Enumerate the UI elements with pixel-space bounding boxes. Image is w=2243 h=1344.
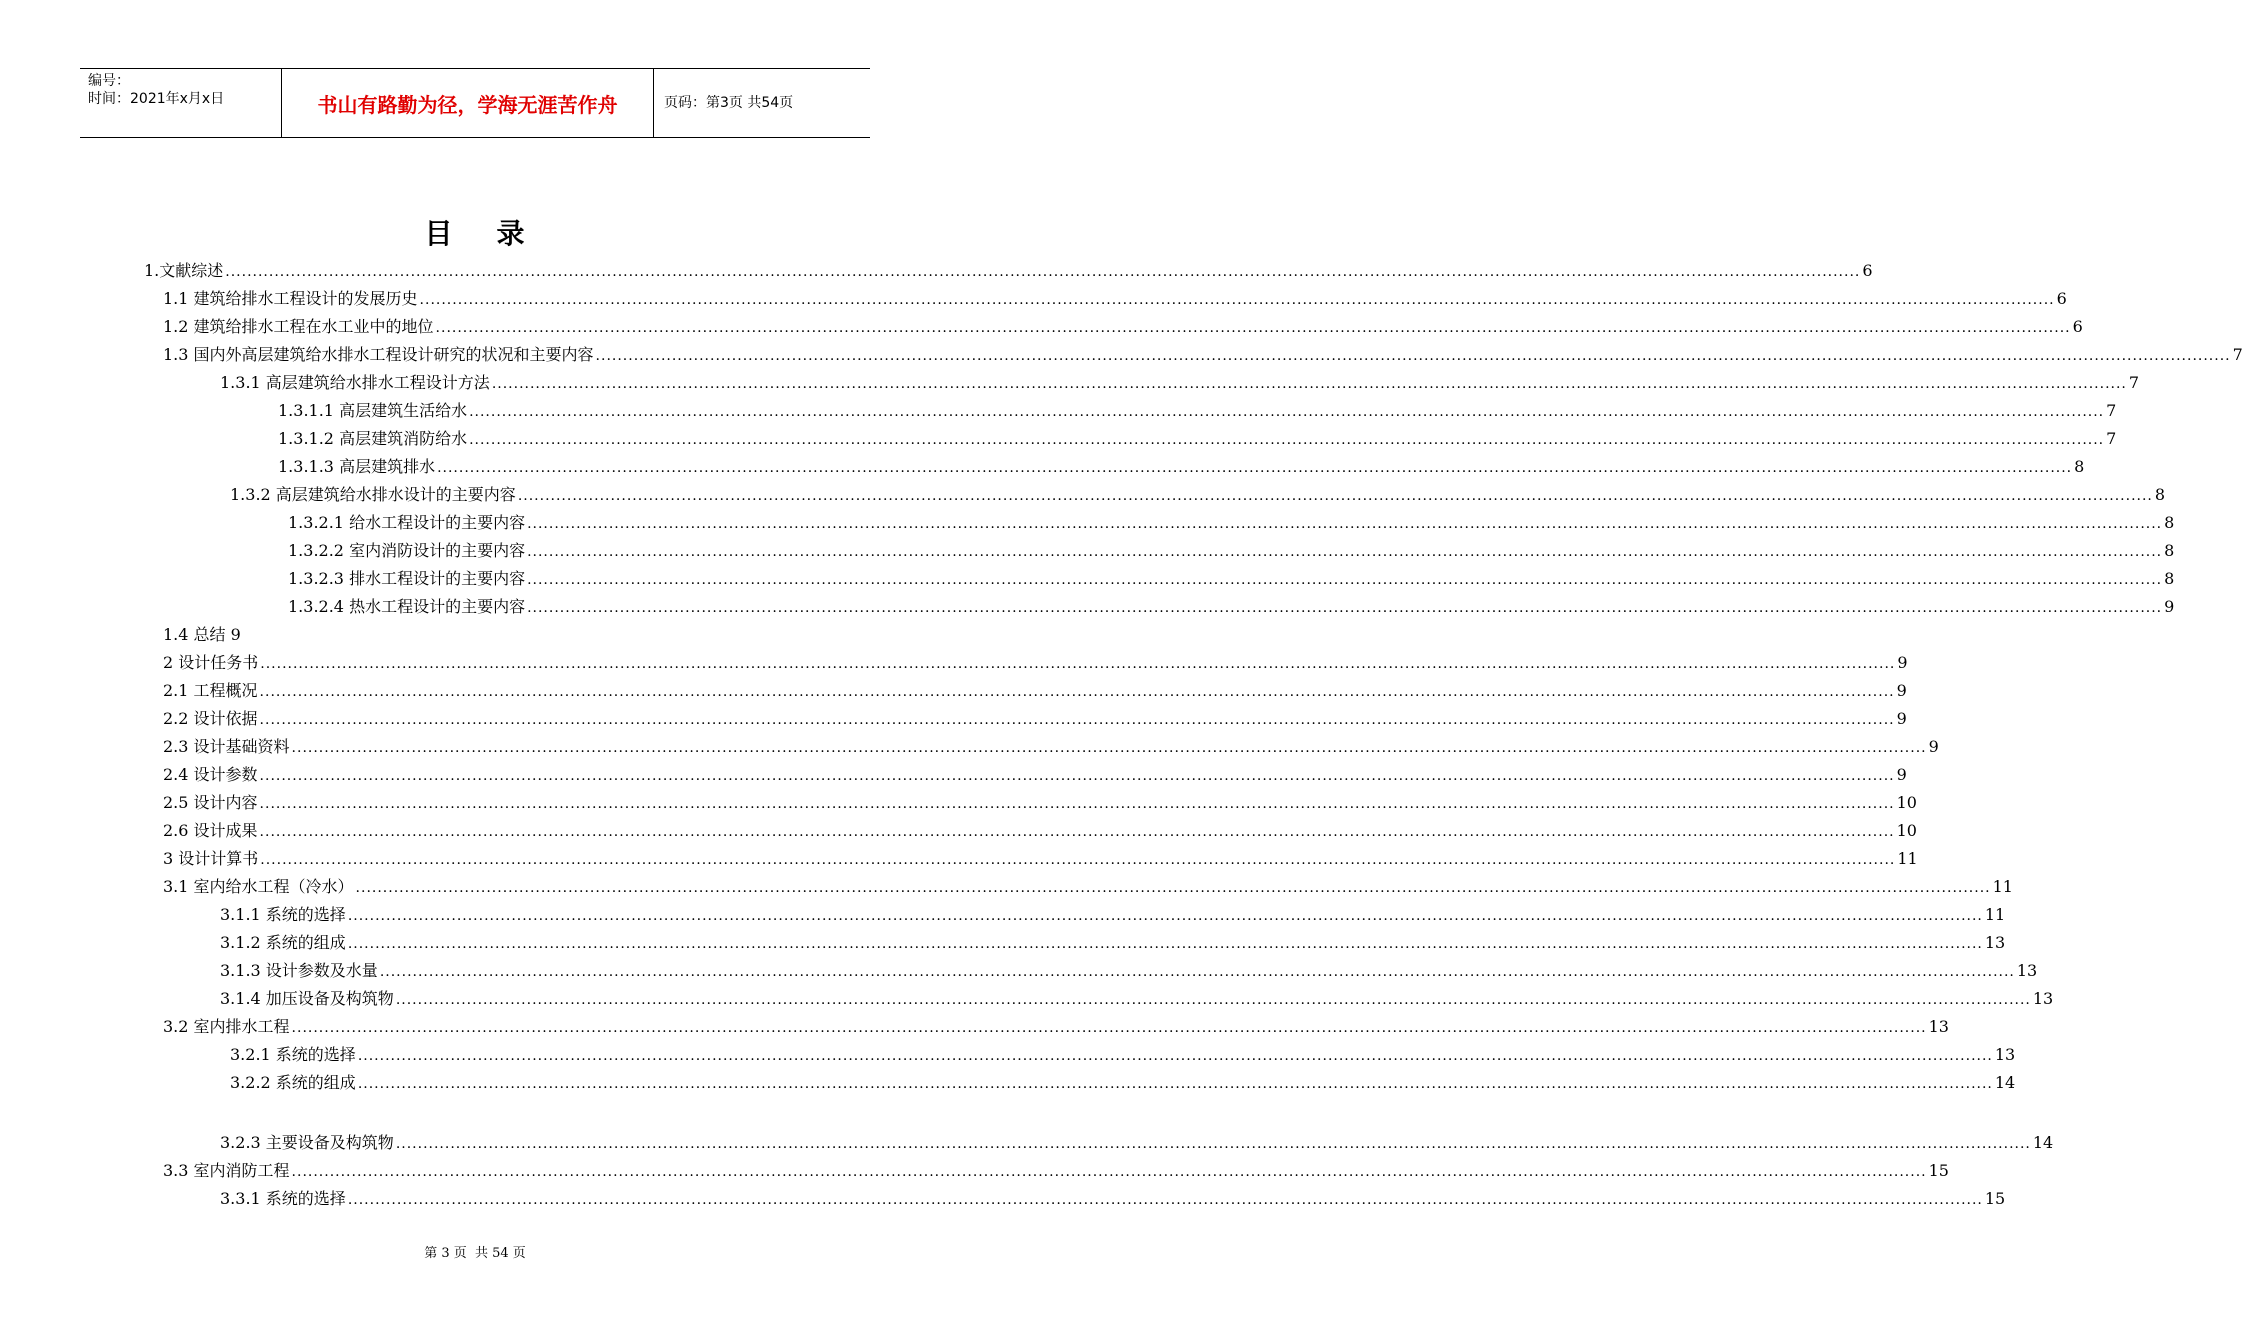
toc-entry-page: 8 [2074,457,2085,476]
toc-entry-text: 1.2 建筑给排水工程在水工业中的地位 [163,317,434,336]
toc-entry-text: 1.3.2.1 给水工程设计的主要内容 [288,513,526,532]
toc-entry-text: 1.1 建筑给排水工程设计的发展历史 [163,289,418,308]
toc-entry-text: 1.3.2 高层建筑给水排水设计的主要内容 [230,485,516,504]
toc-leader: ............................................................................................................................................................................................................................................................................................................ [291,1164,1927,1180]
toc-entry-text: 3.1.2 系统的组成 [220,933,346,952]
toc-leader: ............................................................................................................................................................................................................................................................................................................ [595,348,2231,364]
toc-entry[interactable] [220,957,2038,985]
code-label: 编号： [88,73,130,89]
toc-entry[interactable] [220,901,2006,929]
toc-entry[interactable] [163,285,2067,313]
toc-leader: ............................................................................................................................................................................................................................................................................................................ [395,1136,2031,1152]
toc-entry-text: 3.2.2 系统的组成 [230,1073,356,1092]
toc-leader: ............................................................................................................................................................................................................................................................................................................ [225,264,1861,280]
toc-entry-text: 1.3.1 高层建筑给水排水工程设计方法 [220,373,490,392]
toc-entry-text: 2.3 设计基础资料 [163,737,290,756]
toc-entry-page: 13 [2032,989,2054,1008]
toc-leader: ............................................................................................................................................................................................................................................................................................................ [259,684,1895,700]
toc-entry-page: 15 [1984,1189,2006,1208]
toc-entry[interactable] [230,481,2166,509]
toc-leader: ............................................................................................................................................................................................................................................................................................................ [291,1020,1927,1036]
toc-entry[interactable] [163,733,1939,761]
toc-entry[interactable] [163,649,1908,677]
toc-entry-page: 15 [1928,1161,1949,1180]
toc-entry-text: 3.3 室内消防工程 [163,1161,290,1180]
toc-leader: ............................................................................................................................................................................................................................................................................................................ [291,740,1927,756]
toc-leader: ............................................................................................................................................................................................................................................................................................................ [435,320,2071,336]
toc-leader: ............................................................................................................................................................................................................................................................................................................ [395,992,2031,1008]
toc-entry-text: 3.2 室内排水工程 [163,1017,290,1036]
toc-leader: ............................................................................................................................................................................................................................................................................................................ [260,852,1896,868]
toc-leader: ............................................................................................................................................................................................................................................................................................................ [527,544,2163,560]
toc-entry[interactable] [220,929,2006,957]
toc-entry-text: 1.3.2.4 热水工程设计的主要内容 [288,597,526,616]
toc-entry-page: 13 [2016,961,2038,980]
toc-entry[interactable] [163,1013,1949,1041]
toc-leader: ............................................................................................................................................................................................................................................................................................................ [527,516,2163,532]
toc-entry-text: 2.1 工程概况 [163,681,258,700]
toc-entry[interactable] [163,845,1918,873]
toc-entry-text: 3 设计计算书 [163,849,259,868]
toc-entry-page: 7 [2232,345,2243,364]
toc-entry-text: 2.4 设计参数 [163,765,258,784]
motto: 书山有路勤为径，学海无涯苦作舟 [317,93,618,117]
toc-entry[interactable] [163,313,2083,341]
toc-leader: ............................................................................................................................................................................................................................................................................................................ [260,656,1896,672]
toc-entry[interactable] [163,677,1907,705]
toc-leader: ............................................................................................................................................................................................................................................................................................................ [259,824,1895,840]
toc-entry-text: 1.3.1.2 高层建筑消防给水 [278,429,468,448]
toc-entry-text: 3.1 室内给水工程（冷水） [163,877,354,896]
header-middle-cell [282,69,654,137]
toc-entry[interactable] [144,257,1873,285]
toc-leader: ............................................................................................................................................................................................................................................................................................................ [259,768,1895,784]
toc-entry-text: 3.1.1 系统的选择 [220,905,346,924]
toc-entry-text: 2 设计任务书 [163,653,259,672]
toc-entry-page: 13 [1994,1045,2016,1064]
toc-entry[interactable] [230,1069,2016,1097]
toc-leader: ............................................................................................................................................................................................................................................................................................................ [357,1076,1993,1092]
toc-entry-page: 10 [1896,821,1917,840]
toc-leader: ............................................................................................................................................................................................................................................................................................................ [419,292,2055,308]
toc-entry[interactable] [288,593,2175,621]
toc-leader: ............................................................................................................................................................................................................................................................................................................ [527,600,2163,616]
toc-leader: ............................................................................................................................................................................................................................................................................................................ [355,880,1991,896]
page-info: 页码：第3页 共54页 [664,95,794,111]
toc-leader: ............................................................................................................................................................................................................................................................................................................ [347,1192,1983,1208]
toc-entry[interactable] [220,369,2140,397]
toc-entry[interactable] [163,341,2243,369]
toc-entry-page: 11 [1897,849,1918,868]
toc-entry-page: 14 [1994,1073,2016,1092]
toc-entry-page: 9 [1896,681,1907,700]
toc-entry-page: 7 [2106,401,2117,420]
toc-entry[interactable] [288,509,2175,537]
toc-entry-text: 2.5 设计内容 [163,793,258,812]
toc-entry-text: 1.3.1.3 高层建筑排水 [278,457,436,476]
header-left-cell [80,69,282,137]
header-right-cell [654,69,870,137]
toc-entry-text: 1.3.1.1 高层建筑生活给水 [278,401,468,420]
toc-leader: ............................................................................................................................................................................................................................................................................................................ [527,572,2163,588]
toc-entry-page: 8 [2164,541,2175,560]
toc-entry-text: 3.1.3 设计参数及水量 [220,961,378,980]
toc-entry-page: 14 [2032,1133,2054,1152]
toc-entry[interactable] [163,817,1917,845]
toc-title: 目 录 [424,217,526,250]
toc-entry-text: 1.3.2.2 室内消防设计的主要内容 [288,541,526,560]
toc-leader: ............................................................................................................................................................................................................................................................................................................ [437,460,2073,476]
toc-entry-page: 7 [2106,429,2117,448]
toc-leader: ............................................................................................................................................................................................................................................................................................................ [259,712,1895,728]
toc-entry-page: 9 [2164,597,2175,616]
toc-entry-page: 6 [2072,317,2083,336]
toc-entry-page: 11 [1992,877,2013,896]
toc-entry[interactable] [163,621,241,649]
time-label: 时间：2021年x月x日 [88,91,225,107]
toc-leader: ............................................................................................................................................................................................................................................................................................................ [357,1048,1993,1064]
toc-leader: ............................................................................................................................................................................................................................................................................................................ [347,936,1983,952]
toc-entry-page: 6 [2056,289,2067,308]
toc-leader: ............................................................................................................................................................................................................................................................................................................ [491,376,2127,392]
toc-entry-page: 9 [1896,709,1907,728]
toc-entry-page: 9 [1928,737,1939,756]
toc-leader: ............................................................................................................................................................................................................................................................................................................ [347,908,1983,924]
toc-entry-text: 3.3.1 系统的选择 [220,1189,346,1208]
toc-entry-page: 8 [2154,485,2166,504]
toc-entry-text: 3.2.1 系统的选择 [230,1045,356,1064]
toc-entry[interactable] [288,537,2175,565]
toc-leader: ............................................................................................................................................................................................................................................................................................................ [517,488,2153,504]
toc-entry-text: 2.6 设计成果 [163,821,258,840]
toc-entry-text: 1.3 国内外高层建筑给水排水工程设计研究的状况和主要内容 [163,345,594,364]
toc-entry-page: 6 [1862,261,1873,280]
toc-entry-text: 1.文献综述 [144,261,224,280]
toc-entry[interactable] [278,425,2117,453]
page-footer: 第 3 页 共 54 页 [424,1246,526,1261]
toc-leader: ............................................................................................................................................................................................................................................................................................................ [469,432,2105,448]
toc-entry[interactable] [220,985,2054,1013]
toc-entry-text: 2.2 设计依据 [163,709,258,728]
toc-entry[interactable] [220,1129,2054,1157]
toc-entry-text: 1.3.2.3 排水工程设计的主要内容 [288,569,526,588]
toc-entry-page: 11 [1984,905,2006,924]
toc-entry-page: 9 [1896,765,1907,784]
toc-entry[interactable] [163,761,1907,789]
toc-entry[interactable] [163,873,2013,901]
toc-leader: ............................................................................................................................................................................................................................................................................................................ [469,404,2105,420]
page-header [80,68,870,138]
toc-entry[interactable] [278,453,2085,481]
toc-entry[interactable] [278,397,2117,425]
toc-entry[interactable] [163,1157,1949,1185]
toc-leader: ............................................................................................................................................................................................................................................................................................................ [379,964,2015,980]
toc-entry-page: 9 [1897,653,1908,672]
toc-entry-page: 13 [1928,1017,1949,1036]
toc-entry-page: 13 [1984,933,2006,952]
toc-entry-page: 7 [2128,373,2140,392]
toc-entry[interactable] [163,789,1917,817]
toc-entry[interactable] [288,565,2175,593]
toc-entry[interactable] [220,1185,2006,1213]
toc-entry-text: 1.4 总结 9 [163,625,241,644]
toc-entry[interactable] [163,705,1907,733]
toc-entry-page: 10 [1896,793,1917,812]
toc-leader: ............................................................................................................................................................................................................................................................................................................ [259,796,1895,812]
toc-entry-text: 3.1.4 加压设备及构筑物 [220,989,394,1008]
toc-entry-text: 3.2.3 主要设备及构筑物 [220,1133,394,1152]
toc-entry-page: 8 [2164,513,2175,532]
toc-entry[interactable] [230,1041,2016,1069]
toc-entry-page: 8 [2164,569,2175,588]
